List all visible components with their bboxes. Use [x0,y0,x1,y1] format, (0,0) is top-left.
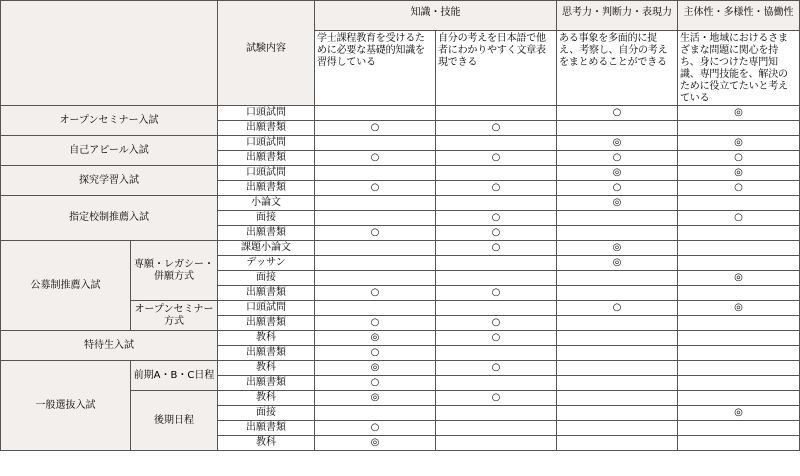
method-cell: 教科 [218,361,315,376]
method-cell: 教科 [218,391,315,406]
method-cell: 出願書類 [218,151,315,166]
mark-cell: ○ [557,151,678,166]
method-cell: 面接 [218,271,315,286]
mark-cell [436,271,557,286]
mark-cell: ○ [315,226,436,241]
mark-cell [315,106,436,121]
mark-cell: ○ [315,286,436,301]
mark-cell [557,331,678,346]
mark-cell: ○ [436,121,557,136]
mark-cell [557,316,678,331]
subcategory-public-sennen: 専願・レガシー・併願方式 [131,241,218,301]
method-cell: 小論文 [218,196,315,211]
mark-cell: ○ [436,391,557,406]
method-cell: 出願書類 [218,181,315,196]
mark-cell [315,166,436,181]
mark-cell [315,256,436,271]
mark-cell: ◎ [678,271,800,286]
mark-cell [678,436,800,451]
header-desc-knowledge-2: 自分の考えを日本語で他者にわかりやすく文章表現できる [436,31,557,106]
mark-cell: ○ [678,211,800,226]
mark-cell [436,136,557,151]
mark-cell: ◎ [557,196,678,211]
mark-cell: ◎ [678,406,800,421]
mark-cell [557,211,678,226]
mark-cell: ○ [436,181,557,196]
mark-cell [436,421,557,436]
method-cell: 口頭試問 [218,301,315,316]
mark-cell [315,211,436,226]
mark-cell: ○ [315,421,436,436]
mark-cell: ○ [436,286,557,301]
method-cell: 面接 [218,211,315,226]
header-knowledge: 知識・技能 [315,1,557,31]
mark-cell: ○ [436,331,557,346]
mark-cell: ○ [436,316,557,331]
mark-cell [315,196,436,211]
mark-cell [678,421,800,436]
method-cell: 出願書類 [218,316,315,331]
mark-cell: ○ [315,376,436,391]
header-desc-knowledge-1: 学士課程教育を受けるために必要な基礎的知識を習得している [315,31,436,106]
mark-cell [557,346,678,361]
category-general: 一般選抜入試 [1,361,131,451]
mark-cell [678,226,800,241]
mark-cell [678,241,800,256]
mark-cell: ◎ [315,361,436,376]
mark-cell [678,331,800,346]
mark-cell: ◎ [678,166,800,181]
mark-cell: ◎ [315,436,436,451]
mark-cell [557,376,678,391]
method-cell: 教科 [218,331,315,346]
mark-cell [678,391,800,406]
mark-cell: ○ [678,181,800,196]
mark-cell [678,256,800,271]
mark-cell [315,136,436,151]
mark-cell [436,256,557,271]
mark-cell: ◎ [557,166,678,181]
mark-cell: ○ [436,211,557,226]
method-cell: 口頭試問 [218,136,315,151]
mark-cell [315,271,436,286]
method-cell: 出願書類 [218,286,315,301]
mark-cell [678,376,800,391]
mark-cell: ○ [557,181,678,196]
mark-cell [315,406,436,421]
header-desc-thinking: ある事象を多面的に捉え、考察し、自分の考えをまとめることができる [557,31,678,106]
mark-cell [436,196,557,211]
mark-cell [436,406,557,421]
category-open-seminar: オープンセミナー入試 [1,106,218,136]
mark-cell: ○ [315,121,436,136]
header-exam-content: 試験内容 [218,1,315,106]
category-designated: 指定校制推薦入試 [1,196,218,241]
header-desc-autonomy: 生活・地域におけるさまざまな問題に関心を持ち、身につけた専門知識、専門技能を、解決のために役立てたいと考えている [678,31,800,106]
mark-cell: ◎ [557,256,678,271]
method-cell: 出願書類 [218,226,315,241]
mark-cell: ○ [315,316,436,331]
subcategory-general-early: 前期A・B・C日程 [131,361,218,391]
corner-cell [1,1,218,106]
method-cell: 口頭試問 [218,166,315,181]
mark-cell: ◎ [557,241,678,256]
mark-cell: ◎ [678,106,800,121]
header-thinking: 思考力・判断力・表現力 [557,1,678,31]
subcategory-public-open-seminar: オープンセミナー方式 [131,301,218,331]
method-cell: 課題小論文 [218,241,315,256]
mark-cell [436,436,557,451]
mark-cell [436,166,557,181]
method-cell: 出願書類 [218,376,315,391]
mark-cell [315,301,436,316]
mark-cell: ○ [678,151,800,166]
mark-cell: ○ [315,151,436,166]
mark-cell [436,106,557,121]
mark-cell: ○ [436,361,557,376]
mark-cell: ◎ [678,301,800,316]
mark-cell [678,121,800,136]
method-cell: デッサン [218,256,315,271]
mark-cell [315,241,436,256]
mark-cell: ○ [557,106,678,121]
mark-cell [557,406,678,421]
method-cell: 出願書類 [218,121,315,136]
mark-cell: ○ [436,151,557,166]
mark-cell: ◎ [315,391,436,406]
category-inquiry: 探究学習入試 [1,166,218,196]
mark-cell [557,436,678,451]
mark-cell [557,286,678,301]
header-autonomy: 主体性・多様性・協働性 [678,1,800,31]
subcategory-general-late: 後期日程 [131,391,218,451]
mark-cell [557,361,678,376]
mark-cell [557,271,678,286]
mark-cell [678,346,800,361]
method-cell: 教科 [218,436,315,451]
mark-cell [436,376,557,391]
mark-cell [678,286,800,301]
mark-cell: ○ [436,226,557,241]
category-special: 特待生入試 [1,331,218,361]
mark-cell [557,121,678,136]
mark-cell: ○ [315,181,436,196]
category-self-appeal: 自己アピール入試 [1,136,218,166]
method-cell: 出願書類 [218,421,315,436]
mark-cell: ◎ [678,136,800,151]
mark-cell [557,226,678,241]
mark-cell: ○ [436,241,557,256]
mark-cell: ○ [315,346,436,361]
mark-cell: ◎ [315,331,436,346]
mark-cell [557,421,678,436]
mark-cell [436,346,557,361]
method-cell: 口頭試問 [218,106,315,121]
method-cell: 面接 [218,406,315,421]
mark-cell [557,391,678,406]
method-cell: 出願書類 [218,346,315,361]
mark-cell [678,361,800,376]
mark-cell [678,196,800,211]
mark-cell [678,316,800,331]
category-public: 公募制推薦入試 [1,241,131,331]
mark-cell: ○ [557,301,678,316]
mark-cell [436,301,557,316]
mark-cell: ◎ [557,136,678,151]
